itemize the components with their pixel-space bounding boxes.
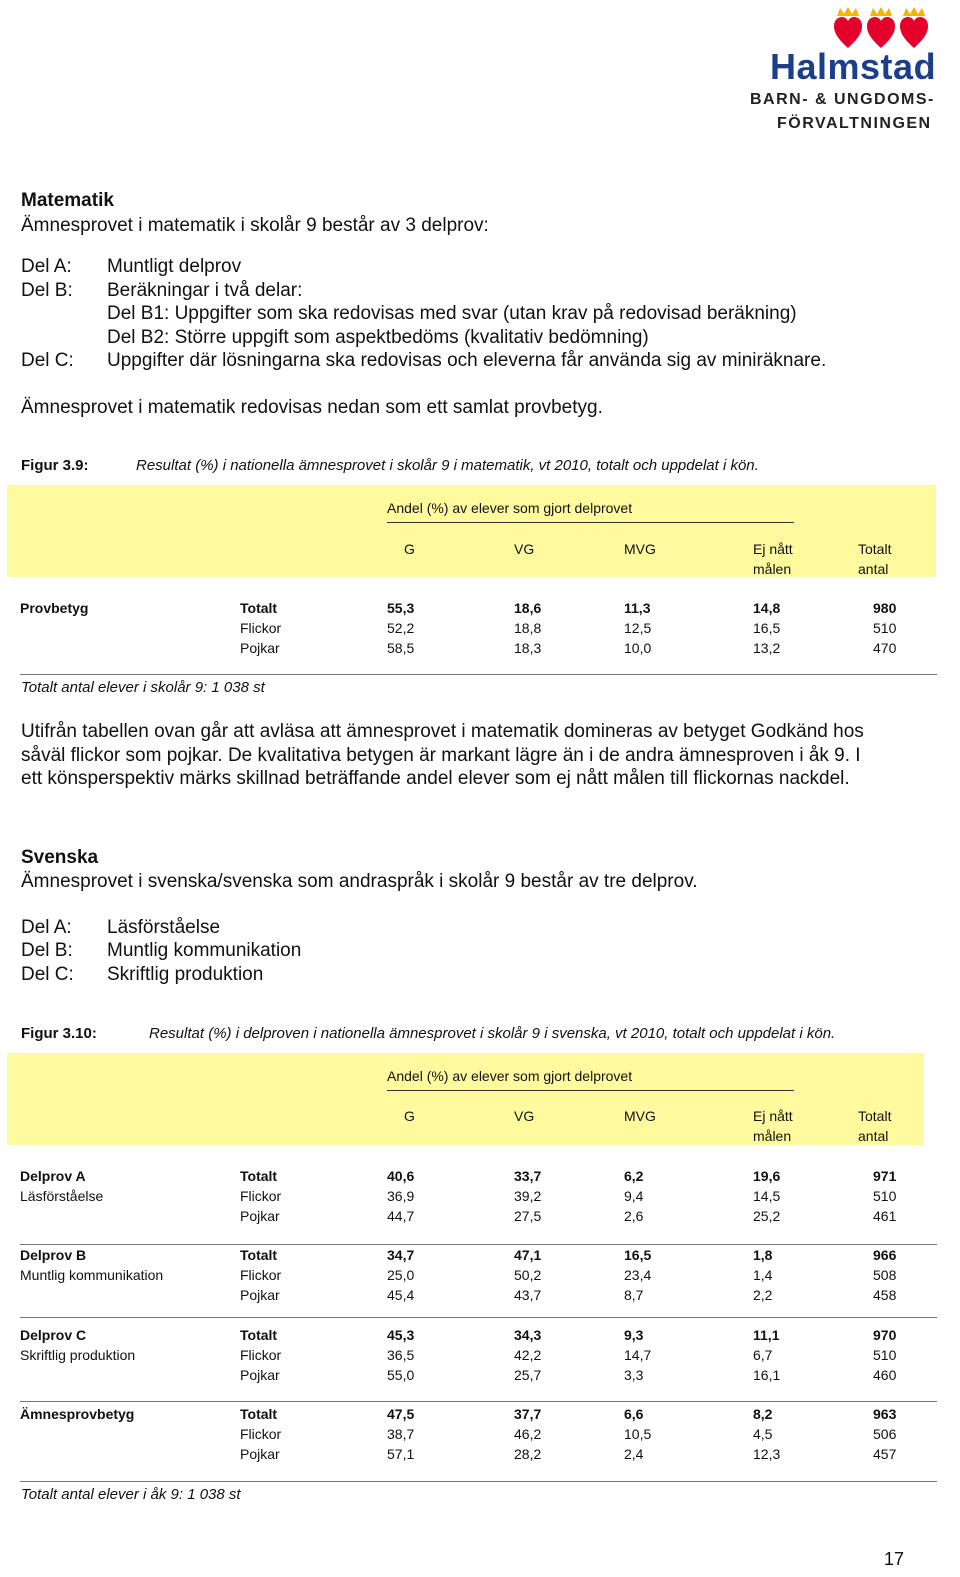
cell: 11,1 [753, 1327, 780, 1343]
group-name: Ämnesprovbetyg [20, 1406, 135, 1422]
cell: 16,5 [624, 1247, 652, 1263]
row-label: Totalt [240, 1168, 278, 1184]
row-label: Flickor [240, 1347, 282, 1363]
figure-label: Figur 3.10: [21, 1025, 97, 1042]
cell: 43,7 [514, 1287, 542, 1303]
cell: 57,1 [387, 1446, 415, 1462]
math-paragraph-line-2: såväl flickor som pojkar. De kvalitativa betygen är markant lägre än i de andra ämnesproven i åk 9. I [21, 744, 861, 766]
cell: 2,6 [624, 1208, 644, 1224]
math-paragraph [21, 720, 946, 791]
figure-label: Figur 3.9: [21, 457, 89, 474]
col-ej-natt: Ej nått [753, 541, 793, 557]
figure-caption: Resultat (%) i delproven i nationella ämnesprovet i skolår 9 i svenska, vt 2010, totalt och uppdelat i kön. [149, 1025, 836, 1042]
row-label: Flickor [240, 620, 282, 636]
logo-subtitle-2: FÖRVALTNINGEN [777, 115, 932, 132]
swedish-title: Svenska [21, 847, 99, 868]
table-note: Totalt antal elever i skolår 9: 1 038 st [21, 679, 265, 696]
group-name: Delprov A [20, 1168, 86, 1184]
page-number: 17 [884, 1549, 905, 1569]
cell: 506 [873, 1426, 897, 1442]
col-ej-natt-2: målen [753, 561, 792, 577]
cell: 971 [873, 1168, 897, 1184]
cell: 55,3 [387, 600, 415, 616]
math-intro: Ämnesprovet i matematik i skolår 9 består av 3 delprov: [21, 215, 489, 236]
cell: 47,1 [514, 1247, 542, 1263]
halmstad-logo [742, 4, 952, 134]
cell: 18,8 [514, 620, 542, 636]
cell: 23,4 [624, 1267, 652, 1283]
cell: 508 [873, 1267, 897, 1283]
col-totalt-2: antal [858, 1128, 889, 1144]
row-label: Totalt [240, 600, 278, 616]
col-g: G [404, 541, 415, 557]
figure-caption: Resultat (%) i nationella ämnesprovet i skolår 9 i matematik, vt 2010, totalt och uppdelat i kön. [136, 457, 759, 474]
table-note: Totalt antal elever i åk 9: 1 038 st [21, 1486, 241, 1503]
cell: 970 [873, 1327, 897, 1343]
crowned-hearts-icon [834, 6, 934, 50]
cell: 18,6 [514, 600, 542, 616]
cell: 47,5 [387, 1406, 415, 1422]
group-name: Provbetyg [20, 600, 89, 616]
math-part-c-key: Del C: [21, 350, 74, 371]
group-name: Delprov C [20, 1327, 87, 1343]
cell: 34,3 [514, 1327, 542, 1343]
cell: 2,4 [624, 1446, 644, 1462]
cell: 10,5 [624, 1426, 652, 1442]
swedish-part-b-value: Muntlig kommunikation [107, 940, 302, 961]
swedish-part-c-value: Skriftlig produktion [107, 964, 264, 985]
cell: 510 [873, 620, 897, 636]
math-summary: Ämnesprovet i matematik redovisas nedan som ett samlat provbetyg. [21, 397, 603, 418]
col-vg: VG [514, 1108, 535, 1124]
math-part-b2: Del B2: Större uppgift som aspektbedöms (kvalitativ bedömning) [107, 327, 649, 348]
cell: 19,6 [753, 1168, 781, 1184]
row-label: Pojkar [240, 1367, 280, 1383]
cell: 13,2 [753, 640, 781, 656]
cell: 38,7 [387, 1426, 415, 1442]
group-name: Delprov B [20, 1247, 87, 1263]
cell: 46,2 [514, 1426, 542, 1442]
cell: 16,5 [753, 620, 781, 636]
col-totalt: Totalt [858, 1108, 892, 1124]
math-part-b-key: Del B: [21, 280, 73, 301]
row-label: Totalt [240, 1247, 278, 1263]
cell: 36,5 [387, 1347, 415, 1363]
math-paragraph-line-3: ett könsperspektiv märks skillnad beträffande andel elever som ej nått målen till flickornas nackdel. [21, 768, 850, 789]
table-divider [20, 1401, 937, 1402]
math-part-b-value: Beräkningar i två delar: [107, 280, 303, 301]
row-label: Pojkar [240, 640, 280, 656]
cell: 980 [873, 600, 897, 616]
row-label: Pojkar [240, 1446, 280, 1462]
math-paragraph-line-1: Utifrån tabellen ovan går att avläsa att ämnesprovet i matematik domineras av betyget Godkänd hos [21, 721, 864, 742]
group-sub: Skriftlig produktion [20, 1347, 136, 1363]
cell: 25,0 [387, 1267, 415, 1283]
cell: 10,0 [624, 640, 652, 656]
cell: 6,7 [753, 1347, 773, 1363]
cell: 11,3 [624, 600, 651, 616]
cell: 8,7 [624, 1287, 644, 1303]
math-part-c-value: Uppgifter där lösningarna ska redovisas och eleverna får använda sig av miniräknare. [107, 350, 827, 371]
row-label: Pojkar [240, 1287, 280, 1303]
cell: 966 [873, 1247, 897, 1263]
cell: 18,3 [514, 640, 542, 656]
logo-name: Halmstad [770, 46, 937, 87]
table-divider [20, 1317, 937, 1318]
cell: 36,9 [387, 1188, 415, 1204]
swedish-intro: Ämnesprovet i svenska/svenska som andraspråk i skolår 9 består av tre delprov. [21, 871, 698, 892]
swedish-part-c-key: Del C: [21, 964, 74, 985]
cell: 16,1 [753, 1367, 781, 1383]
col-mvg: MVG [624, 541, 656, 557]
col-totalt-2: antal [858, 561, 889, 577]
row-label: Pojkar [240, 1208, 280, 1224]
cell: 39,2 [514, 1188, 542, 1204]
row-label: Totalt [240, 1327, 278, 1343]
col-totalt: Totalt [858, 541, 892, 557]
cell: 4,5 [753, 1426, 773, 1442]
cell: 45,3 [387, 1327, 415, 1343]
col-ej-natt: Ej nått [753, 1108, 793, 1124]
table-divider [20, 1481, 937, 1482]
swedish-part-b-key: Del B: [21, 940, 73, 961]
cell: 50,2 [514, 1267, 542, 1283]
cell: 34,7 [387, 1247, 415, 1263]
table-divider [20, 1244, 937, 1245]
cell: 42,2 [514, 1347, 542, 1363]
cell: 9,3 [624, 1327, 644, 1343]
cell: 14,7 [624, 1347, 652, 1363]
swedish-part-a-key: Del A: [21, 917, 72, 938]
swedish-part-a-value: Läsförståelse [107, 917, 221, 938]
cell: 27,5 [514, 1208, 542, 1224]
col-mvg: MVG [624, 1108, 656, 1124]
math-part-b1: Del B1: Uppgifter som ska redovisas med svar (utan krav på redovisad beräkning) [107, 303, 797, 324]
cell: 2,2 [753, 1287, 773, 1303]
cell: 14,5 [753, 1188, 781, 1204]
table-header-title: Andel (%) av elever som gjort delprovet [387, 1068, 633, 1084]
cell: 9,4 [624, 1188, 644, 1204]
cell: 1,8 [753, 1247, 773, 1263]
cell: 12,3 [753, 1446, 781, 1462]
cell: 33,7 [514, 1168, 542, 1184]
cell: 470 [873, 640, 897, 656]
logo-subtitle-1: BARN- & UNGDOMS- [750, 91, 935, 108]
cell: 37,7 [514, 1406, 542, 1422]
math-part-a-value: Muntligt delprov [107, 256, 242, 277]
table-header-title: Andel (%) av elever som gjort delprovet [387, 500, 633, 516]
row-label: Totalt [240, 1406, 278, 1422]
cell: 458 [873, 1287, 897, 1303]
cell: 25,2 [753, 1208, 781, 1224]
cell: 963 [873, 1406, 897, 1422]
col-g: G [404, 1108, 415, 1124]
cell: 12,5 [624, 620, 652, 636]
cell: 510 [873, 1188, 897, 1204]
cell: 510 [873, 1347, 897, 1363]
cell: 28,2 [514, 1446, 542, 1462]
cell: 8,2 [753, 1406, 773, 1422]
cell: 44,7 [387, 1208, 415, 1224]
cell: 58,5 [387, 640, 415, 656]
cell: 6,6 [624, 1406, 644, 1422]
col-ej-natt-2: målen [753, 1128, 792, 1144]
cell: 52,2 [387, 620, 415, 636]
table-divider [20, 674, 937, 675]
cell: 1,4 [753, 1267, 773, 1283]
header-underline [387, 522, 794, 523]
group-sub: Muntlig kommunikation [20, 1267, 164, 1283]
row-label: Flickor [240, 1426, 282, 1442]
cell: 40,6 [387, 1168, 415, 1184]
row-label: Flickor [240, 1267, 282, 1283]
col-vg: VG [514, 541, 535, 557]
math-title: Matematik [21, 190, 114, 211]
cell: 14,8 [753, 600, 781, 616]
row-label: Flickor [240, 1188, 282, 1204]
cell: 457 [873, 1446, 897, 1462]
math-part-a-key: Del A: [21, 256, 72, 277]
cell: 3,3 [624, 1367, 644, 1383]
cell: 461 [873, 1208, 897, 1224]
cell: 25,7 [514, 1367, 542, 1383]
group-sub: Läsförståelse [20, 1188, 104, 1204]
cell: 55,0 [387, 1367, 415, 1383]
header-underline [387, 1090, 794, 1091]
cell: 45,4 [387, 1287, 415, 1303]
cell: 460 [873, 1367, 897, 1383]
cell: 6,2 [624, 1168, 644, 1184]
